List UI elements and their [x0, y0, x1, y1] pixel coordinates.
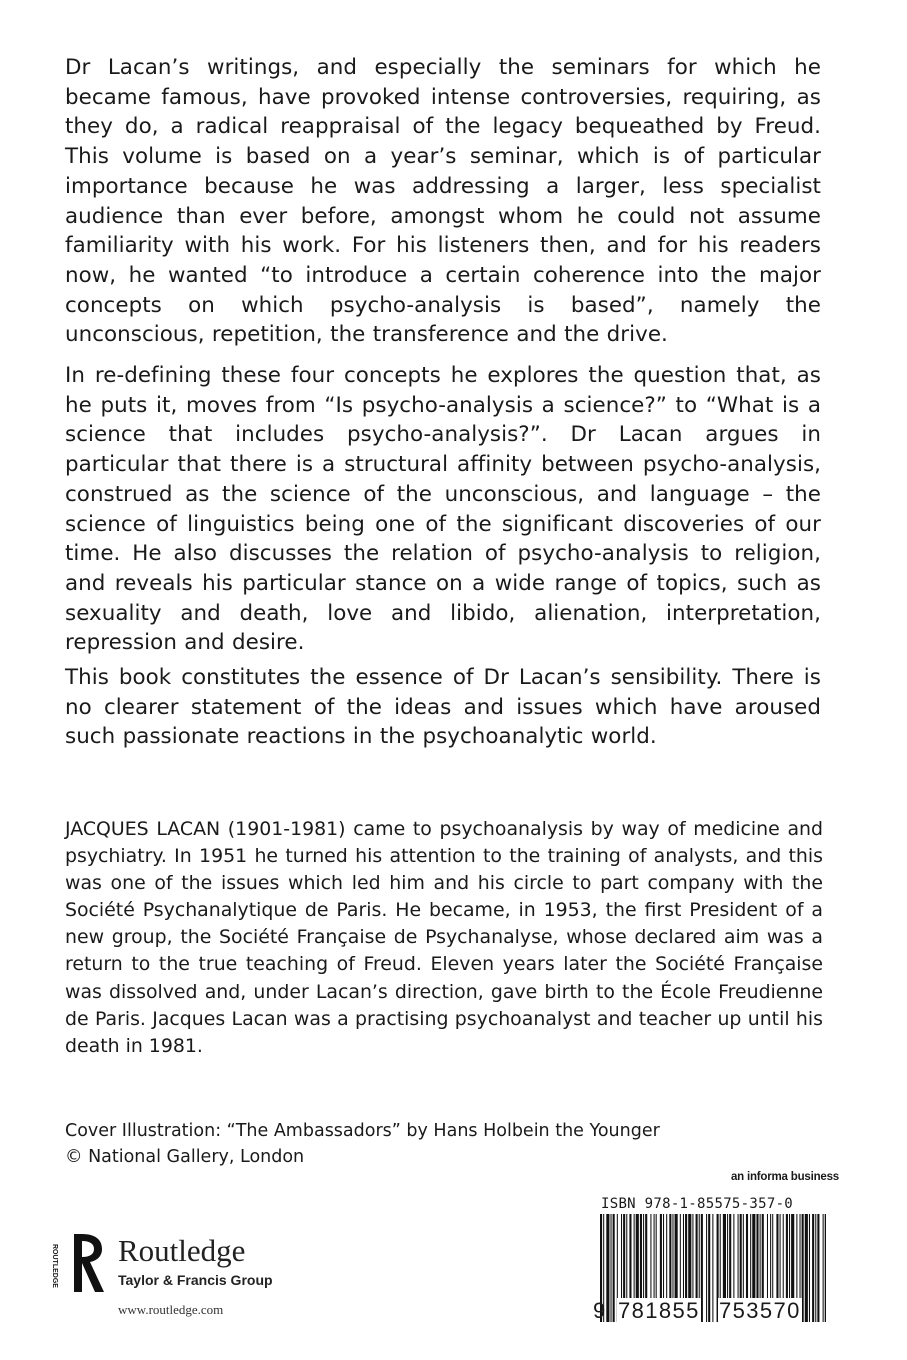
description-paragraph-2: In re-defining these four concepts he explores the question that, as he puts it, moves from “Is psycho-analysis a science?” to “What is a science that includes psycho-analysis?”. Dr Lacan argues in particular that there is a structural affinity between psycho-analysis, construed as the science of the unconscious, and language – the science of linguistics being one of the significant discoveries of our time. He also discusses the relation of psycho-analysis to religion, and reveals his particular stance on a wide range of topics, such as sexuality and death, love and libido, alienation, interpretation, repression and desire.	[65, 363, 821, 656]
publisher-group: Taylor & Francis Group	[118, 1272, 273, 1288]
informa-business-tagline: an informa business	[730, 1171, 839, 1183]
isbn-label: ISBN 978-1-85575-357-0	[601, 1196, 794, 1212]
publisher-name: Routledge	[118, 1233, 246, 1268]
description-paragraph-3: This book constitutes the essence of Dr Lacan’s sensibility. There is no clearer statement of the ideas and issues which have aroused such passionate reactions in the psychoanalytic world.	[65, 665, 821, 750]
barcode-digits-group-2: 753570	[719, 1298, 801, 1323]
description-paragraph-1: Dr Lacan’s writings, and especially the seminars for which he became famous, have provoked intense controversies, requiring, as they do, a radical reappraisal of the legacy bequeathed by Freud. This volume is based on a year’s seminar, which is of particular importance because he was addressing a larger, less specialist audience than ever before, amongst whom he could not assume familiarity with his work. For his listeners then, and for his readers now, he wanted “to introduce a certain coherence into the major concepts on which psycho-analysis is based”, namely the unconscious, repetition, the transference and the drive.	[65, 55, 821, 348]
cover-illustration-credit: Cover Illustration: “The Ambassadors” by Hans Holbein the Younger	[65, 1121, 660, 1141]
copyright-credit: © National Gallery, London	[65, 1147, 305, 1167]
author-bio: JACQUES LACAN (1901-1981) came to psychoanalysis by way of medicine and psychiatry. In 1951 he turned his attention to the training of analysts, and this was one of the issues which led him and his circle to part company with the Société Psychanalytique de Paris. He became, in 1953, the first President of a new group, the Société Française de Psychanalyse, whose declared aim was a return to the true teaching of Freud. Eleven years later the Société Française was dissolved and, under Lacan’s direction, gave birth to the École Freudienne de Paris. Jacques Lacan was a practising psychoanalyst and teacher up until his death in 1981.	[65, 818, 823, 1057]
barcode-digit-first: 9	[593, 1298, 606, 1323]
publisher-website: www.routledge.com	[118, 1302, 224, 1317]
routledge-logo-side-text: ROUTLEDGE	[51, 1244, 58, 1288]
routledge-logo-icon	[68, 1232, 108, 1296]
barcode-digits-group-1: 781855	[618, 1298, 700, 1323]
